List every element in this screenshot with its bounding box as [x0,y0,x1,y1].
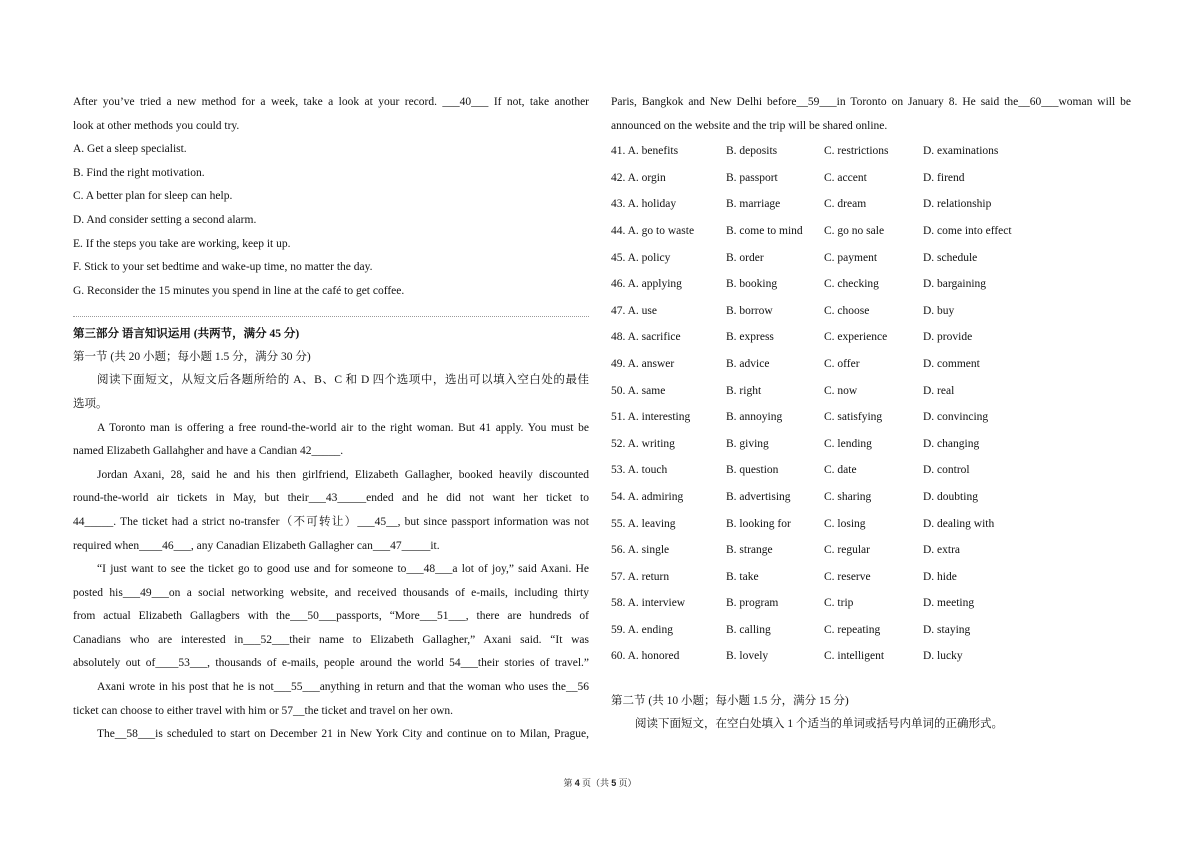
option-a: 43. A. holiday [611,198,677,211]
option-d: D. changing [923,437,980,450]
right-column [611,91,1131,737]
options-row [611,218,1131,245]
option-a: 56. A. single [611,544,670,557]
option-a: 51. A. interesting [611,411,691,424]
option-c: C. go no sale [824,224,885,237]
option-c: C. accent [824,171,867,184]
footer-page-number: 4 [574,778,580,788]
section2-instructions: 阅读下面短文，在空白处填入 1 个适当的单词或括号内单词的正确形式。 [635,718,1003,731]
option-b: B. program [726,597,779,610]
option-a: 46. A. applying [611,278,682,291]
option-d: D. provide [923,331,973,344]
option-d: D. doubting [923,490,978,503]
options-row [611,511,1131,538]
option-d: D. convincing [923,411,989,424]
passage-line: round-the-world air tickets in May, but their___43_____ended and he did not want her ticket to [73,492,589,505]
option-c: C. sharing [824,490,872,503]
options-row [611,378,1131,405]
passage-line: ticket can choose to either travel with him or 57__the ticket and travel on her own. [73,704,454,717]
option-a: 41. A. benefits [611,145,679,158]
option-b: B. booking [726,278,778,291]
option-b: B. annoying [726,411,783,424]
option-d: D. bargaining [923,278,987,291]
instructions-line: 阅读下面短文，从短文后各题所给的 A、B、C 和 D 四个选项中，选出可以填入空白处的最佳 [97,374,589,387]
option-line: G. Reconsider the 15 minutes you spend in line at the café to get coffee. [73,284,405,297]
options-row [611,138,1131,165]
option-a: 50. A. same [611,384,666,397]
option-a: 55. A. leaving [611,517,676,530]
option-b: B. express [726,331,774,344]
option-a: 59. A. ending [611,623,673,636]
options-row [611,191,1131,218]
option-d: D. buy [923,304,955,317]
option-b: B. advice [726,357,770,370]
option-line: F. Stick to your set bedtime and wake-up time, no matter the day. [73,261,373,274]
passage-line: Axani wrote in his post that he is not___55___anything in return and that the woman who uses the__56 [97,681,589,694]
options-list [611,138,1131,670]
passage-line: The__58___is scheduled to start on December 21 in New York City and continue on to Milan, Prague, [97,728,589,741]
option-d: D. extra [923,544,961,557]
option-c: C. regular [824,544,870,557]
option-b: B. right [726,384,762,397]
option-c: C. losing [824,517,866,530]
option-b: B. order [726,251,764,264]
options-row [611,484,1131,511]
option-b: B. question [726,464,779,477]
option-b: B. marriage [726,198,781,211]
page-footer [0,776,1200,789]
option-b: B. take [726,570,759,583]
options-row [611,165,1131,192]
option-a: 45. A. policy [611,251,671,264]
option-a: 54. A. admiring [611,490,684,503]
option-a: 53. A. touch [611,464,668,477]
options-row [611,617,1131,644]
options-row [611,590,1131,617]
part3-title: 第三部分 语言知识运用 (共两节，满分 45 分) [73,328,300,341]
options-row [611,245,1131,272]
passage-line: “I just want to see the ticket go to good use and for someone to___48___a lot of joy,” said Axani. He [97,563,589,576]
option-c: C. intelligent [824,650,885,663]
option-b: B. strange [726,544,773,557]
option-c: C. payment [824,251,878,264]
option-c: C. experience [824,331,888,344]
option-d: D. come into effect [923,224,1012,237]
footer-prefix: 第 [563,778,575,788]
option-a: 60. A. honored [611,650,680,663]
option-b: B. looking for [726,517,791,530]
instructions-line: 选项。 [73,397,108,410]
option-d: D. relationship [923,198,992,211]
reading-line: look at other methods you could try. [73,119,240,132]
option-c: C. repeating [824,623,881,636]
options-row [611,537,1131,564]
option-line: C. A better plan for sleep can help. [73,190,233,203]
option-a: 42. A. orgin [611,171,666,184]
option-b: B. deposits [726,145,778,158]
option-a: 58. A. interview [611,597,686,610]
reading-line: After you’ve tried a new method for a week, take a look at your record. ___40___ If not, take another [73,96,589,108]
option-b: B. calling [726,623,771,636]
option-a: 52. A. writing [611,437,675,450]
footer-total-pages: 5 [611,778,617,788]
option-c: C. restrictions [824,145,889,158]
passage-line: announced on the website and the trip will be shared online. [611,119,888,132]
option-d: D. comment [923,357,980,370]
option-d: D. staying [923,623,971,636]
option-d: D. dealing with [923,517,995,530]
passage-line: Canadians who are interested in___52___their name to Elizabeth Gallagher,” Axani said. “It was [73,633,589,646]
option-d: D. control [923,464,970,477]
option-c: C. lending [824,437,872,450]
option-d: D. examinations [923,145,999,158]
left-column [73,91,589,747]
passage-line: posted his___49___on a social networking website, and received thousands of e-mails, including thirty [73,586,589,599]
passage-line: Jordan Axani, 28, said he and his then girlfriend, Elizabeth Gallagher, booked heavily discounted [97,468,589,481]
option-c: C. checking [824,278,879,291]
option-line: A. Get a sleep specialist. [73,143,187,156]
option-c: C. reserve [824,570,871,583]
passage-line: 44_____. The ticket had a strict no-transfer（不可转让）___45__, but since passport information was not [73,515,589,528]
options-row [611,457,1131,484]
option-d: D. real [923,384,955,397]
option-b: B. passport [726,171,778,184]
option-c: C. date [824,464,857,477]
options-row [611,351,1131,378]
options-row [611,298,1131,325]
section2-title: 第二节 (共 10 小题；每小题 1.5 分，满分 15 分) [611,695,849,708]
option-d: D. meeting [923,597,975,610]
option-line: D. And consider setting a second alarm. [73,213,257,226]
options-row [611,324,1131,351]
section1-title: 第一节 (共 20 小题；每小题 1.5 分，满分 30 分) [73,351,311,364]
options-row [611,564,1131,591]
option-d: D. lucky [923,650,963,663]
options-row [611,431,1131,458]
option-d: D. schedule [923,251,978,264]
option-b: B. giving [726,437,769,450]
option-line: E. If the steps you take are working, keep it up. [73,237,291,250]
option-b: B. come to mind [726,224,803,237]
option-b: B. borrow [726,304,773,317]
option-c: C. dream [824,198,867,211]
options-row [611,404,1131,431]
option-d: D. hide [923,570,957,583]
option-c: C. offer [824,357,860,370]
footer-suffix: 页） [616,778,637,788]
option-c: C. satisfying [824,411,883,424]
option-b: B. lovely [726,650,769,663]
option-a: 57. A. return [611,570,670,583]
option-a: 47. A. use [611,304,657,317]
option-b: B. advertising [726,490,791,503]
option-a: 44. A. go to waste [611,224,695,237]
passage-line: required when____46___, any Canadian Elizabeth Gallagher can___47_____it. [73,539,440,552]
spacer [611,670,1131,690]
footer-middle: 页（共 [579,778,612,788]
options-row [611,271,1131,298]
option-line: B. Find the right motivation. [73,166,205,179]
passage-line: from actual Elizabeth Gallagbers with the___50___passports, “More___51___, there are hundreds of [73,610,589,623]
passage-line: A Toronto man is offering a free round-the-world air to the right woman. But 41 apply. You must be [97,421,589,434]
dotted-divider [73,307,589,317]
passage-line: named Elizabeth Gallahgher and have a Candian 42_____. [73,445,344,458]
passage-line: absolutely out of____53___, thousands of e-mails, people around the world 54___their stories of travel.” [73,657,589,670]
passage-line: Paris, Bangkok and New Delhi before__59___in Toronto on January 8. He said the__60___woman will be [611,96,1131,108]
option-a: 48. A. sacrifice [611,331,681,344]
option-c: C. trip [824,597,854,610]
option-a: 49. A. answer [611,357,675,370]
option-c: C. now [824,384,858,397]
option-c: C. choose [824,304,870,317]
option-d: D. firend [923,171,965,184]
options-row [611,643,1131,670]
